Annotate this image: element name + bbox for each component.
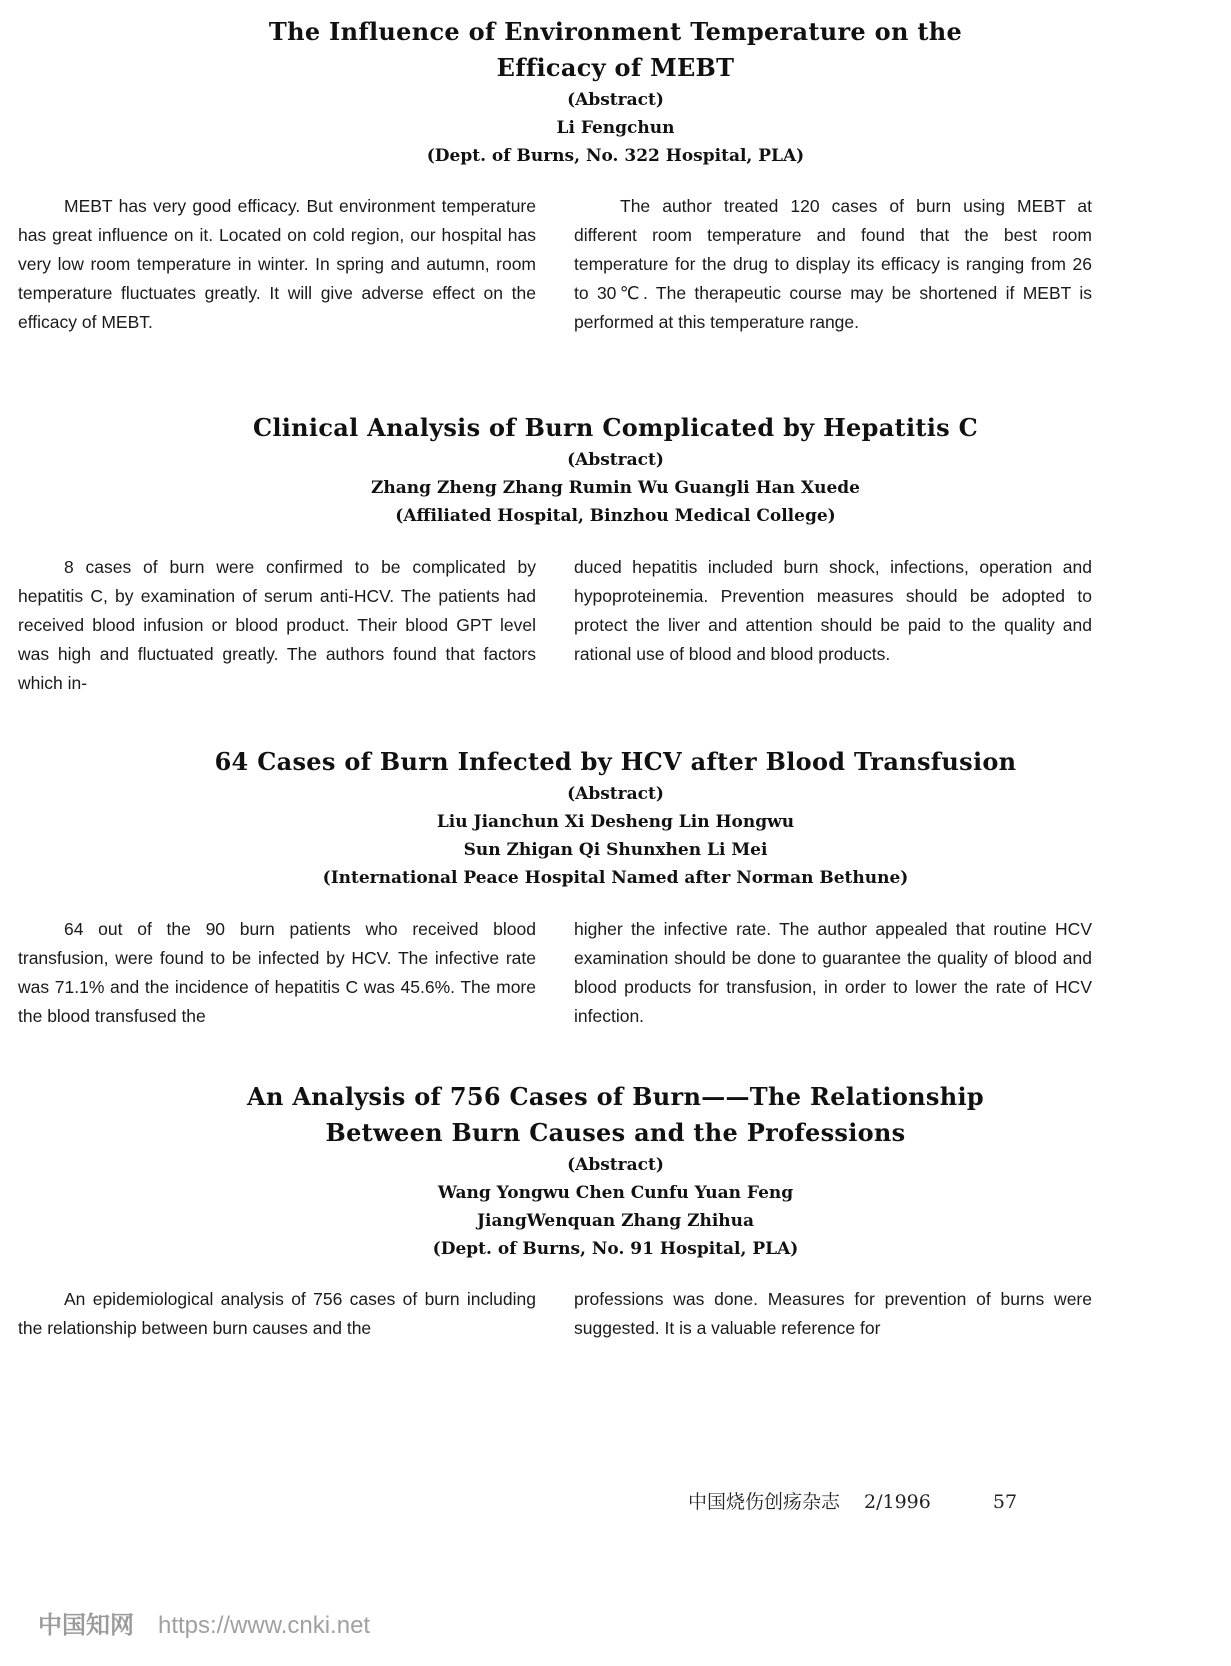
left-column-text: An epidemiological analysis of 756 cases of burn including the relationship between burn causes and the [18, 1289, 536, 1338]
article-affiliation: (Dept. of Burns, No. 91 Hospital, PLA) [432, 1239, 799, 1259]
journal-issue: 2/1996 [864, 1491, 931, 1513]
left-column-text: MEBT has very good efficacy. But environment temperature has great influence on it. Located on cold region, our hospital has very low room temperature in winter. In spring and autumn, room temperature fluctuates greatly. It will give adverse effect on the efficacy of MEBT. [18, 196, 536, 332]
article-authors-line-2: JiangWenquan Zhang Zhihua [476, 1211, 755, 1231]
left-column-text: 64 out of the 90 burn patients who received blood transfusion, were found to be infected by HCV. The infective rate was 71.1% and the incidence of hepatitis C was 45.6%. The more the blood transfused the [18, 919, 536, 1026]
article-authors-line-1: Wang Yongwu Chen Cunfu Yuan Feng [437, 1183, 794, 1203]
article-title-line-1: 64 Cases of Burn Infected by HCV after Blood Transfusion [214, 747, 1017, 776]
right-column-text: higher the infective rate. The author appealed that routine HCV examination should be done to guarantee the quality of blood and blood products for transfusion, in order to lower the rate of HCV infection. [574, 919, 1092, 1026]
article-title-line-1: Clinical Analysis of Burn Complicated by Hepatitis C [252, 413, 979, 442]
journal-name: 中国烧伤创疡杂志 [688, 1491, 841, 1513]
abstract-label: (Abstract) [567, 784, 664, 804]
article-title-line-2: Efficacy of MEBT [496, 53, 735, 82]
watermark-url: https://www.cnki.net [158, 1612, 371, 1639]
article-authors: Zhang Zheng Zhang Rumin Wu Guangli Han Xuede [371, 478, 860, 498]
article-header [0, 410, 1231, 530]
article-affiliation: (Affiliated Hospital, Binzhou Medical College) [395, 506, 836, 526]
article-header [0, 1079, 1231, 1263]
article-affiliation: (International Peace Hospital Named after Norman Bethune) [322, 868, 909, 888]
article-title-line-1: An Analysis of 756 Cases of Burn——The Relationship [247, 1082, 984, 1111]
article-3 [0, 744, 1231, 892]
article-2 [0, 410, 1231, 530]
page-footer [688, 1487, 1017, 1514]
abstract-label: (Abstract) [567, 450, 664, 470]
article-4 [0, 1079, 1231, 1263]
right-column-text: The author treated 120 cases of burn using MEBT at different room temperature and found that the best room temperature for the drug to display its efficacy is ranging from 26 to 30℃. The therapeutic course may be shortened if MEBT is performed at this temperature range. [574, 196, 1092, 332]
article-authors-line-2: Sun Zhigan Qi Shunxhen Li Mei [463, 840, 768, 860]
article-affiliation: (Dept. of Burns, No. 322 Hospital, PLA) [426, 146, 805, 166]
cnki-watermark [38, 1605, 370, 1640]
abstract-label: (Abstract) [567, 1155, 664, 1175]
article-header [0, 14, 1231, 170]
article-authors: Li Fengchun [556, 118, 675, 138]
left-column-text: 8 cases of burn were confirmed to be complicated by hepatitis C, by examination of serum anti-HCV. The patients had received blood infusion or blood product. Their blood GPT level was high and fluctuated greatly. The authors found that factors which in- [18, 557, 536, 693]
page-number: 57 [992, 1491, 1018, 1513]
article-header [0, 744, 1231, 892]
article-title-line-2: Between Burn Causes and the Professions [325, 1118, 906, 1147]
right-column-text: duced hepatitis included burn shock, infections, operation and hypoproteinemia. Prevention measures should be adopted to protect the liver and attention should be paid to the quality and rational use of blood and blood products. [574, 557, 1092, 664]
abstract-label: (Abstract) [567, 90, 664, 110]
article-1 [0, 14, 1231, 170]
article-authors-line-1: Liu Jianchun Xi Desheng Lin Hongwu [436, 812, 795, 832]
article-title-line-1: The Influence of Environment Temperature on the [268, 17, 963, 46]
right-column-text: professions was done. Measures for prevention of burns were suggested. It is a valuable reference for [574, 1289, 1092, 1338]
watermark-brand: 中国知网 [38, 1612, 134, 1639]
